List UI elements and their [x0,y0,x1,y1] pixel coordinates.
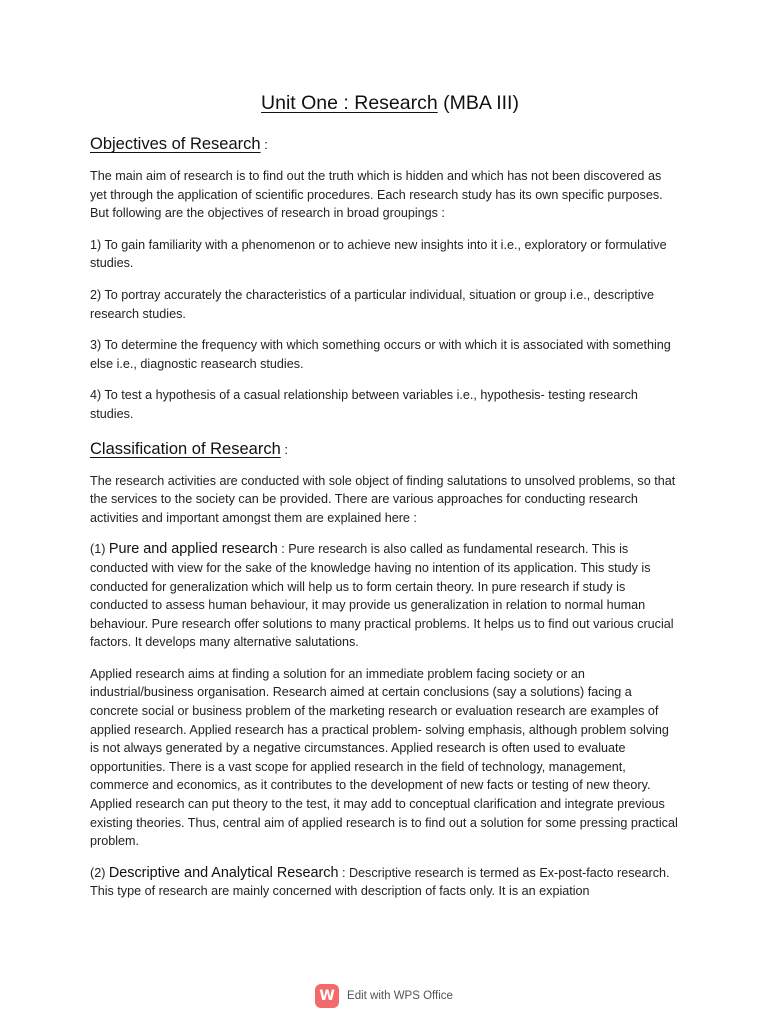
classification-heading-colon: : [280,441,288,457]
objective-item-1: 1) To gain familiarity with a phenomenon or to achieve new insights into it i.e., exploratory or formulative studies. [90,237,667,271]
pure-research-text: : Pure research is also called as fundamental research. This is conducted with view for the sake of the knowledge having no intention of its application. This study is conducted for generalization which will help us to form certain theory. In pure research if study is conducted to assess human behaviour, it may provide us generalization in relation to normal human behaviour. Pure research offer solutions to many practical problems. It helps us to find out various crucial factors. It develops many alternative salutations. [90,542,674,650]
document-title [90,92,680,115]
objectives-heading-colon: : [260,137,268,152]
descriptive-research-paragraph [90,864,680,901]
document-page [90,92,680,914]
wps-logo-icon: W [315,984,339,1008]
objectives-intro: The main aim of research is to find out the truth which is hidden and which has not been discovered as yet through the application of scientific procedures. Each research study has its own specific purposes. But following are the objectives of research in broad groupings : [90,169,663,221]
objective-item-4: 4) To test a hypothesis of a casual relationship between variables i.e., hypothesis- testing research studies. [90,388,638,421]
pure-research-title: Pure and applied research [108,541,278,558]
objectives-heading [90,135,680,154]
wps-edit-label[interactable]: Edit with WPS Office [347,990,453,1002]
classification-heading-text: Classification of Research [90,439,281,458]
pure-research-paragraph [90,540,680,652]
descriptive-research-text: : Descriptive research is termed as Ex-post-facto research. This type of research are mainly concerned with description of facts only. It is an expiation [90,865,670,899]
objective-item-2: 2) To portray accurately the characteristics of a particular individual, situation or group i.e., descriptive research studies. [90,287,654,321]
title-main: Unit One : Research [261,92,438,114]
classification-intro: The research activities are conducted with sole object of finding salutations to unsolved problems, so that the services to the society can be provided. There are various approaches for conducting research activities and important amongst them are explained here : [90,473,676,525]
title-suffix: (MBA III) [437,92,519,114]
pure-research-number: (1) [90,542,109,557]
applied-research-paragraph: Applied research aims at finding a solution for an immediate problem facing society or an industrial/business organisation. Research aimed at certain conclusions (say a solutions) facing a concrete social or business problem of the marketing research or evaluation research are examples of applied research. Applied research has a practical problem- solving emphasis, although problem solving is not always generated by a negative circumstances. Applied research is often used to evaluate opportunities. There is a vast scope for applied research in the field of technology, management, commerce and economics, as it contributes to the development of new facts or testing of new theory. Applied research can put theory to the test, it may add to conceptual clarification and integrate previous existing theories. Thus, central aim of applied research is to find out a solution for some pressing practical problem. [90,666,678,849]
objective-item-3: 3) To determine the frequency with which something occurs or with which it is associated with something else i.e., diagnostic reasearch studies. [90,338,671,371]
classification-heading [90,440,680,459]
descriptive-research-number: (2) [90,865,109,880]
descriptive-research-title: Descriptive and Analytical Research [108,864,339,881]
objectives-heading-text: Objectives of Research [90,135,261,153]
wps-edit-banner[interactable] [0,984,768,1008]
